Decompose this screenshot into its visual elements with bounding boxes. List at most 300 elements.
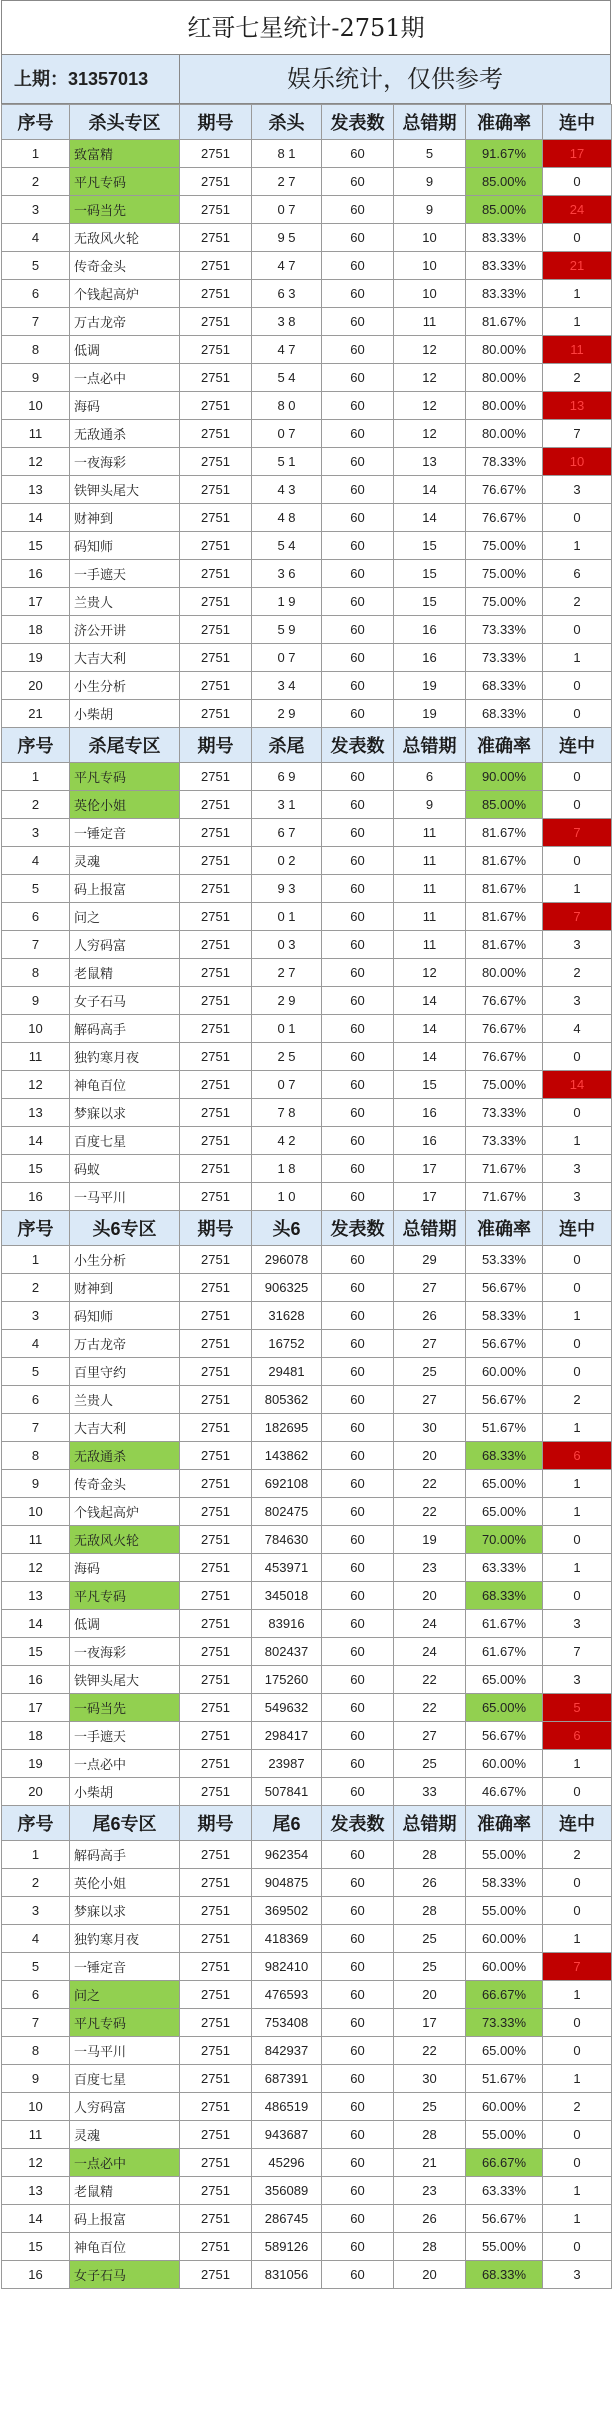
table-row bbox=[2, 1470, 612, 1498]
row-streak: 0 bbox=[543, 1778, 612, 1806]
row-issue: 2751 bbox=[180, 308, 252, 336]
row-value: 982410 bbox=[252, 1953, 322, 1981]
section-header bbox=[2, 105, 612, 140]
header-errors: 总错期 bbox=[394, 105, 466, 140]
row-value: 5 4 bbox=[252, 364, 322, 392]
row-name: 小生分析 bbox=[70, 672, 180, 700]
header-value: 杀尾 bbox=[252, 728, 322, 763]
row-streak: 1 bbox=[543, 1498, 612, 1526]
row-accuracy: 75.00% bbox=[466, 1071, 543, 1099]
row-value: 3 8 bbox=[252, 308, 322, 336]
row-accuracy: 63.33% bbox=[466, 1554, 543, 1582]
row-value: 8 1 bbox=[252, 140, 322, 168]
row-accuracy: 46.67% bbox=[466, 1778, 543, 1806]
row-value: 0 7 bbox=[252, 420, 322, 448]
row-count: 60 bbox=[322, 1666, 394, 1694]
row-accuracy: 73.33% bbox=[466, 2009, 543, 2037]
row-errors: 15 bbox=[394, 532, 466, 560]
row-accuracy: 68.33% bbox=[466, 700, 543, 728]
row-count: 60 bbox=[322, 1981, 394, 2009]
row-name: 百度七星 bbox=[70, 2065, 180, 2093]
table-row bbox=[2, 1442, 612, 1470]
row-streak: 7 bbox=[543, 819, 612, 847]
table-row bbox=[2, 2233, 612, 2261]
row-index: 17 bbox=[2, 588, 70, 616]
row-errors: 27 bbox=[394, 1274, 466, 1302]
row-count: 60 bbox=[322, 140, 394, 168]
row-value: 4 2 bbox=[252, 1127, 322, 1155]
row-accuracy: 71.67% bbox=[466, 1183, 543, 1211]
table-row bbox=[2, 2261, 612, 2289]
row-value: 286745 bbox=[252, 2205, 322, 2233]
row-count: 60 bbox=[322, 672, 394, 700]
row-value: 182695 bbox=[252, 1414, 322, 1442]
row-count: 60 bbox=[322, 2233, 394, 2261]
row-value: 45296 bbox=[252, 2149, 322, 2177]
row-errors: 27 bbox=[394, 1330, 466, 1358]
row-name: 海码 bbox=[70, 1554, 180, 1582]
header-value: 尾6 bbox=[252, 1806, 322, 1841]
row-errors: 17 bbox=[394, 1183, 466, 1211]
row-streak: 5 bbox=[543, 1694, 612, 1722]
row-errors: 9 bbox=[394, 168, 466, 196]
row-count: 60 bbox=[322, 1043, 394, 1071]
table-row bbox=[2, 875, 612, 903]
row-streak: 0 bbox=[543, 1897, 612, 1925]
header-errors: 总错期 bbox=[394, 728, 466, 763]
row-streak: 10 bbox=[543, 448, 612, 476]
row-name: 英伦小姐 bbox=[70, 1869, 180, 1897]
row-index: 15 bbox=[2, 1638, 70, 1666]
row-issue: 2751 bbox=[180, 987, 252, 1015]
table-row bbox=[2, 1841, 612, 1869]
row-value: 0 7 bbox=[252, 196, 322, 224]
row-value: 0 7 bbox=[252, 1071, 322, 1099]
row-issue: 2751 bbox=[180, 1981, 252, 2009]
row-index: 20 bbox=[2, 1778, 70, 1806]
row-index: 6 bbox=[2, 1386, 70, 1414]
row-errors: 26 bbox=[394, 2205, 466, 2233]
row-name: 英伦小姐 bbox=[70, 791, 180, 819]
row-issue: 2751 bbox=[180, 1274, 252, 1302]
row-count: 60 bbox=[322, 987, 394, 1015]
row-name: 兰贵人 bbox=[70, 1386, 180, 1414]
row-count: 60 bbox=[322, 1155, 394, 1183]
row-accuracy: 80.00% bbox=[466, 364, 543, 392]
row-issue: 2751 bbox=[180, 616, 252, 644]
table-row bbox=[2, 364, 612, 392]
header-zone: 头6专区 bbox=[70, 1211, 180, 1246]
row-errors: 14 bbox=[394, 476, 466, 504]
row-accuracy: 81.67% bbox=[466, 903, 543, 931]
row-count: 60 bbox=[322, 420, 394, 448]
row-issue: 2751 bbox=[180, 1750, 252, 1778]
table-row bbox=[2, 504, 612, 532]
row-issue: 2751 bbox=[180, 1869, 252, 1897]
header-index: 序号 bbox=[2, 728, 70, 763]
row-accuracy: 68.33% bbox=[466, 2261, 543, 2289]
row-issue: 2751 bbox=[180, 2233, 252, 2261]
row-count: 60 bbox=[322, 2261, 394, 2289]
row-errors: 22 bbox=[394, 1694, 466, 1722]
row-count: 60 bbox=[322, 2065, 394, 2093]
row-streak: 1 bbox=[543, 280, 612, 308]
row-index: 10 bbox=[2, 1498, 70, 1526]
row-errors: 25 bbox=[394, 1953, 466, 1981]
row-name: 低调 bbox=[70, 336, 180, 364]
row-count: 60 bbox=[322, 280, 394, 308]
row-accuracy: 68.33% bbox=[466, 1442, 543, 1470]
row-name: 灵魂 bbox=[70, 2121, 180, 2149]
row-name: 码上报富 bbox=[70, 2205, 180, 2233]
row-count: 60 bbox=[322, 2037, 394, 2065]
row-issue: 2751 bbox=[180, 1386, 252, 1414]
row-issue: 2751 bbox=[180, 588, 252, 616]
row-value: 2 9 bbox=[252, 987, 322, 1015]
table-row bbox=[2, 2149, 612, 2177]
row-streak: 24 bbox=[543, 196, 612, 224]
row-issue: 2751 bbox=[180, 1302, 252, 1330]
row-count: 60 bbox=[322, 1470, 394, 1498]
row-name: 梦寐以求 bbox=[70, 1099, 180, 1127]
row-errors: 30 bbox=[394, 2065, 466, 2093]
row-issue: 2751 bbox=[180, 168, 252, 196]
table-row bbox=[2, 252, 612, 280]
row-count: 60 bbox=[322, 763, 394, 791]
table-row bbox=[2, 1246, 612, 1274]
row-value: 453971 bbox=[252, 1554, 322, 1582]
row-name: 致富精 bbox=[70, 140, 180, 168]
row-errors: 30 bbox=[394, 1414, 466, 1442]
row-index: 9 bbox=[2, 364, 70, 392]
row-index: 10 bbox=[2, 2093, 70, 2121]
row-name: 小柴胡 bbox=[70, 1778, 180, 1806]
row-accuracy: 61.67% bbox=[466, 1610, 543, 1638]
row-name: 解码高手 bbox=[70, 1841, 180, 1869]
table-row bbox=[2, 1071, 612, 1099]
row-errors: 15 bbox=[394, 588, 466, 616]
row-name: 平凡专码 bbox=[70, 763, 180, 791]
header-zone: 尾6专区 bbox=[70, 1806, 180, 1841]
row-issue: 2751 bbox=[180, 140, 252, 168]
row-accuracy: 58.33% bbox=[466, 1869, 543, 1897]
row-index: 11 bbox=[2, 2121, 70, 2149]
row-streak: 3 bbox=[543, 931, 612, 959]
row-streak: 1 bbox=[543, 1127, 612, 1155]
stats-table bbox=[1, 104, 612, 2289]
row-index: 20 bbox=[2, 672, 70, 700]
row-streak: 7 bbox=[543, 903, 612, 931]
row-count: 60 bbox=[322, 616, 394, 644]
row-accuracy: 80.00% bbox=[466, 959, 543, 987]
row-count: 60 bbox=[322, 2149, 394, 2177]
table-row bbox=[2, 1925, 612, 1953]
row-value: 6 3 bbox=[252, 280, 322, 308]
row-count: 60 bbox=[322, 1330, 394, 1358]
row-index: 12 bbox=[2, 1554, 70, 1582]
table-row bbox=[2, 532, 612, 560]
row-accuracy: 76.67% bbox=[466, 987, 543, 1015]
row-accuracy: 83.33% bbox=[466, 224, 543, 252]
row-name: 老鼠精 bbox=[70, 2177, 180, 2205]
table-row bbox=[2, 903, 612, 931]
row-accuracy: 85.00% bbox=[466, 196, 543, 224]
disclaimer-note: 娱乐统计，仅供参考 bbox=[287, 65, 503, 93]
row-count: 60 bbox=[322, 1127, 394, 1155]
row-errors: 20 bbox=[394, 1981, 466, 2009]
row-errors: 22 bbox=[394, 2037, 466, 2065]
row-index: 5 bbox=[2, 875, 70, 903]
row-value: 831056 bbox=[252, 2261, 322, 2289]
row-accuracy: 66.67% bbox=[466, 1981, 543, 2009]
row-streak: 1 bbox=[543, 308, 612, 336]
row-errors: 28 bbox=[394, 2121, 466, 2149]
row-issue: 2751 bbox=[180, 2121, 252, 2149]
header-index: 序号 bbox=[2, 105, 70, 140]
row-issue: 2751 bbox=[180, 903, 252, 931]
row-count: 60 bbox=[322, 1953, 394, 1981]
section-header bbox=[2, 728, 612, 763]
row-count: 60 bbox=[322, 532, 394, 560]
row-errors: 12 bbox=[394, 420, 466, 448]
row-issue: 2751 bbox=[180, 672, 252, 700]
row-count: 60 bbox=[322, 224, 394, 252]
table-row bbox=[2, 140, 612, 168]
row-count: 60 bbox=[322, 1071, 394, 1099]
row-index: 10 bbox=[2, 392, 70, 420]
row-name: 铁钾头尾大 bbox=[70, 1666, 180, 1694]
row-count: 60 bbox=[322, 931, 394, 959]
row-name: 传奇金头 bbox=[70, 1470, 180, 1498]
table-row bbox=[2, 420, 612, 448]
row-index: 18 bbox=[2, 1722, 70, 1750]
table-row bbox=[2, 791, 612, 819]
row-accuracy: 60.00% bbox=[466, 1953, 543, 1981]
row-errors: 29 bbox=[394, 1246, 466, 1274]
row-index: 7 bbox=[2, 1414, 70, 1442]
row-index: 8 bbox=[2, 2037, 70, 2065]
row-name: 兰贵人 bbox=[70, 588, 180, 616]
row-issue: 2751 bbox=[180, 1554, 252, 1582]
row-name: 老鼠精 bbox=[70, 959, 180, 987]
row-name: 一锤定音 bbox=[70, 1953, 180, 1981]
row-index: 2 bbox=[2, 1274, 70, 1302]
row-streak: 2 bbox=[543, 2093, 612, 2121]
row-accuracy: 85.00% bbox=[466, 168, 543, 196]
row-accuracy: 73.33% bbox=[466, 644, 543, 672]
row-value: 943687 bbox=[252, 2121, 322, 2149]
row-value: 2 5 bbox=[252, 1043, 322, 1071]
row-value: 842937 bbox=[252, 2037, 322, 2065]
row-name: 一码当先 bbox=[70, 1694, 180, 1722]
row-value: 4 8 bbox=[252, 504, 322, 532]
row-name: 小柴胡 bbox=[70, 700, 180, 728]
table-row bbox=[2, 2037, 612, 2065]
row-index: 5 bbox=[2, 1953, 70, 1981]
row-count: 60 bbox=[322, 1750, 394, 1778]
row-value: 589126 bbox=[252, 2233, 322, 2261]
row-value: 687391 bbox=[252, 2065, 322, 2093]
row-index: 18 bbox=[2, 616, 70, 644]
row-accuracy: 60.00% bbox=[466, 1358, 543, 1386]
row-count: 60 bbox=[322, 1582, 394, 1610]
header-zone: 杀头专区 bbox=[70, 105, 180, 140]
table-row bbox=[2, 2009, 612, 2037]
row-index: 11 bbox=[2, 1043, 70, 1071]
row-index: 1 bbox=[2, 763, 70, 791]
row-value: 5 1 bbox=[252, 448, 322, 476]
row-value: 3 6 bbox=[252, 560, 322, 588]
row-name: 一夜海彩 bbox=[70, 448, 180, 476]
header-count: 发表数 bbox=[322, 728, 394, 763]
row-streak: 0 bbox=[543, 1526, 612, 1554]
row-streak: 0 bbox=[543, 791, 612, 819]
table-row bbox=[2, 2093, 612, 2121]
row-issue: 2751 bbox=[180, 1722, 252, 1750]
row-accuracy: 80.00% bbox=[466, 336, 543, 364]
row-index: 19 bbox=[2, 644, 70, 672]
header-streak: 连中 bbox=[543, 105, 612, 140]
row-issue: 2751 bbox=[180, 819, 252, 847]
row-streak: 7 bbox=[543, 420, 612, 448]
row-accuracy: 68.33% bbox=[466, 672, 543, 700]
row-accuracy: 76.67% bbox=[466, 1043, 543, 1071]
row-value: 2 9 bbox=[252, 700, 322, 728]
row-streak: 2 bbox=[543, 364, 612, 392]
row-streak: 17 bbox=[543, 140, 612, 168]
row-value: 0 3 bbox=[252, 931, 322, 959]
row-errors: 14 bbox=[394, 1015, 466, 1043]
row-count: 60 bbox=[322, 1638, 394, 1666]
row-count: 60 bbox=[322, 903, 394, 931]
table-row bbox=[2, 196, 612, 224]
row-count: 60 bbox=[322, 336, 394, 364]
row-streak: 21 bbox=[543, 252, 612, 280]
row-count: 60 bbox=[322, 2009, 394, 2037]
row-issue: 2751 bbox=[180, 1043, 252, 1071]
row-index: 5 bbox=[2, 252, 70, 280]
row-index: 11 bbox=[2, 420, 70, 448]
row-streak: 0 bbox=[543, 2037, 612, 2065]
row-name: 大吉大利 bbox=[70, 644, 180, 672]
row-errors: 9 bbox=[394, 196, 466, 224]
row-index: 7 bbox=[2, 931, 70, 959]
row-count: 60 bbox=[322, 875, 394, 903]
row-issue: 2751 bbox=[180, 1183, 252, 1211]
table-row bbox=[2, 1953, 612, 1981]
header-index: 序号 bbox=[2, 1211, 70, 1246]
header-issue: 期号 bbox=[180, 1211, 252, 1246]
table-row bbox=[2, 1498, 612, 1526]
row-streak: 3 bbox=[543, 476, 612, 504]
row-issue: 2751 bbox=[180, 1666, 252, 1694]
row-streak: 0 bbox=[543, 2121, 612, 2149]
row-index: 13 bbox=[2, 1099, 70, 1127]
row-count: 60 bbox=[322, 2121, 394, 2149]
row-name: 百度七星 bbox=[70, 1127, 180, 1155]
table-row bbox=[2, 476, 612, 504]
row-errors: 13 bbox=[394, 448, 466, 476]
row-accuracy: 51.67% bbox=[466, 2065, 543, 2093]
row-accuracy: 76.67% bbox=[466, 504, 543, 532]
row-errors: 19 bbox=[394, 700, 466, 728]
row-streak: 1 bbox=[543, 1470, 612, 1498]
row-name: 码蚁 bbox=[70, 1155, 180, 1183]
row-value: 906325 bbox=[252, 1274, 322, 1302]
row-value: 6 9 bbox=[252, 763, 322, 791]
row-name: 码知师 bbox=[70, 1302, 180, 1330]
row-streak: 3 bbox=[543, 2261, 612, 2289]
row-accuracy: 68.33% bbox=[466, 1582, 543, 1610]
row-index: 15 bbox=[2, 1155, 70, 1183]
table-row bbox=[2, 1694, 612, 1722]
row-errors: 24 bbox=[394, 1610, 466, 1638]
row-index: 9 bbox=[2, 2065, 70, 2093]
row-index: 8 bbox=[2, 959, 70, 987]
row-value: 476593 bbox=[252, 1981, 322, 2009]
table-row bbox=[2, 644, 612, 672]
row-accuracy: 65.00% bbox=[466, 1694, 543, 1722]
row-name: 一手遮天 bbox=[70, 560, 180, 588]
header-issue: 期号 bbox=[180, 105, 252, 140]
row-streak: 7 bbox=[543, 1638, 612, 1666]
row-count: 60 bbox=[322, 392, 394, 420]
row-accuracy: 60.00% bbox=[466, 1925, 543, 1953]
row-count: 60 bbox=[322, 1897, 394, 1925]
row-streak: 0 bbox=[543, 616, 612, 644]
row-name: 人穷码富 bbox=[70, 931, 180, 959]
row-issue: 2751 bbox=[180, 448, 252, 476]
row-value: 1 9 bbox=[252, 588, 322, 616]
row-streak: 0 bbox=[543, 1099, 612, 1127]
row-name: 一马平川 bbox=[70, 2037, 180, 2065]
row-errors: 12 bbox=[394, 336, 466, 364]
row-value: 356089 bbox=[252, 2177, 322, 2205]
header-count: 发表数 bbox=[322, 1211, 394, 1246]
table-row bbox=[2, 959, 612, 987]
header-issue: 期号 bbox=[180, 728, 252, 763]
row-errors: 16 bbox=[394, 1127, 466, 1155]
row-issue: 2751 bbox=[180, 1778, 252, 1806]
table-row bbox=[2, 931, 612, 959]
row-errors: 33 bbox=[394, 1778, 466, 1806]
row-issue: 2751 bbox=[180, 1442, 252, 1470]
row-name: 一手遮天 bbox=[70, 1722, 180, 1750]
row-index: 12 bbox=[2, 2149, 70, 2177]
row-name: 解码高手 bbox=[70, 1015, 180, 1043]
row-name: 济公开讲 bbox=[70, 616, 180, 644]
header-value: 头6 bbox=[252, 1211, 322, 1246]
row-index: 11 bbox=[2, 1526, 70, 1554]
row-count: 60 bbox=[322, 644, 394, 672]
row-index: 13 bbox=[2, 2177, 70, 2205]
header-value: 杀头 bbox=[252, 105, 322, 140]
row-streak: 3 bbox=[543, 1155, 612, 1183]
row-value: 5 9 bbox=[252, 616, 322, 644]
table-row bbox=[2, 1610, 612, 1638]
table-row bbox=[2, 308, 612, 336]
row-streak: 0 bbox=[543, 2149, 612, 2177]
row-name: 财神到 bbox=[70, 1274, 180, 1302]
row-value: 7 8 bbox=[252, 1099, 322, 1127]
row-streak: 0 bbox=[543, 700, 612, 728]
row-accuracy: 65.00% bbox=[466, 1498, 543, 1526]
row-accuracy: 56.67% bbox=[466, 1274, 543, 1302]
row-issue: 2751 bbox=[180, 1414, 252, 1442]
row-errors: 25 bbox=[394, 2093, 466, 2121]
row-count: 60 bbox=[322, 168, 394, 196]
header-issue: 期号 bbox=[180, 1806, 252, 1841]
